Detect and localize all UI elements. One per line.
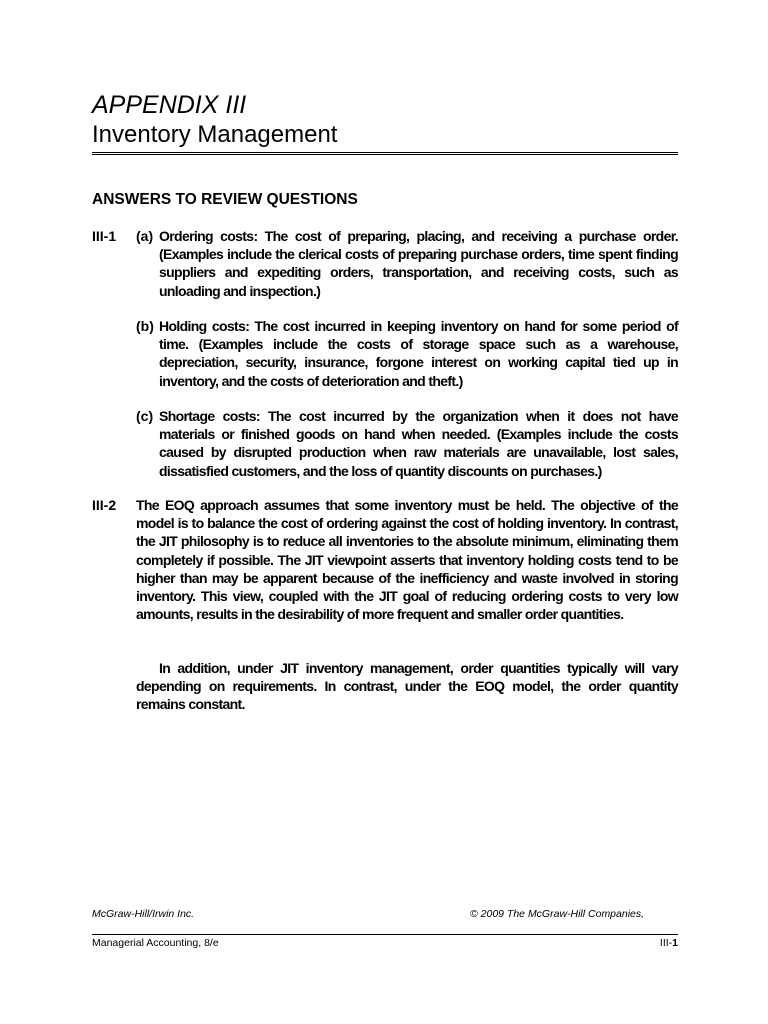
answer-item-b [136,317,678,390]
question-III-2 [92,496,678,726]
appendix-label: APPENDIX III [92,91,247,119]
item-text: Shortage costs: The cost incurred by the organization when it does not have materials or finished goods on hand when needed. (Examples include the costs caused by disrupted production when raw materials are unavailable, lost sales, dissatisfied customers, and the loss of quantity discounts on purchases.) [159,408,678,479]
footer-book-title: Managerial Accounting, 8/e [92,937,219,949]
item-letter: (a) [136,228,154,244]
page-title: Inventory Management [92,121,338,148]
page-number [660,937,678,950]
footer-publisher: McGraw-Hill/Irwin Inc. [92,908,195,920]
question-number: III-2 [92,497,117,513]
page-prefix: III- [659,937,673,949]
page-num: 1 [672,937,678,949]
question-number: III-1 [92,228,117,244]
item-text: Ordering costs: The cost of preparing, placing, and receiving a purchase order. (Examples include the clerical costs of preparing purchase orders, time spent finding suppliers and expediting orders, transportation, and receiving costs, such as unloading and inspection.) [159,228,678,299]
answer-item-a [136,227,678,300]
question-III-1 [92,227,678,492]
answer-paragraph: The EOQ approach assumes that some inventory must be held. The objective of the model is to balance the cost of ordering against the cost of holding inventory. In contrast, the JIT philosophy is to reduce all inventories to the absolute minimum, eliminating them completely if possible. The JIT viewpoint asserts that inventory holding costs tend to be higher than may be apparent because of the inefficiency and waste involved in storing inventory. This view, coupled with the JIT goal of reducing ordering costs to very low amounts, results in the desirability of more frequent and smaller order quantities. [136,497,678,623]
answer-item-c [136,407,678,480]
footer-copyright: © 2009 The McGraw-Hill Companies, [470,908,645,920]
answer-paragraph: In addition, under JIT inventory management, order quantities typically will vary depending on requirements. In contrast, under the EOQ model, the order quantity remains constant. [136,660,678,713]
section-heading: ANSWERS TO REVIEW QUESTIONS [92,191,358,208]
footer-divider [92,934,678,935]
item-letter: (b) [136,318,154,334]
item-text: Holding costs: The cost incurred in keeping inventory on hand for some period of time. (Examples include the costs of storage space such as a warehouse, depreciation, security, insurance, forgone interest on working capital tied up in inventory, and the costs of deterioration and theft.) [159,318,678,389]
title-divider [92,152,678,155]
item-letter: (c) [136,408,154,424]
